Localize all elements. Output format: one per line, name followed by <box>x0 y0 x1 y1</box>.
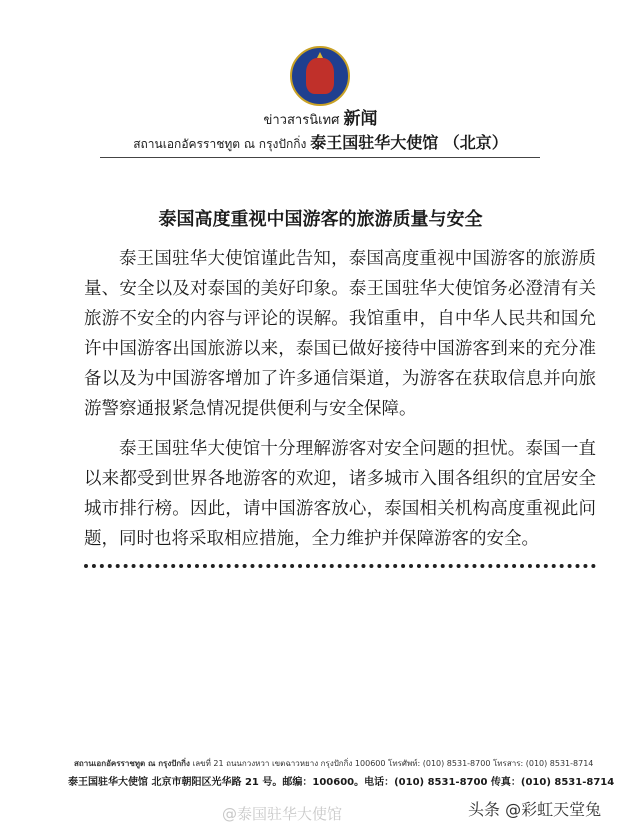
header-divider <box>100 157 540 158</box>
header-cn-embassy: 泰王国驻华大使馆 （北京） <box>310 133 508 152</box>
header-thai-news: ข่าวสารนิเทศ <box>263 113 340 128</box>
document-title: 泰国高度重视中国游客的旅游质量与安全 <box>158 209 483 230</box>
header-embassy <box>0 133 641 154</box>
source-tag: 头条 @彩虹天堂兔 <box>468 800 602 819</box>
paragraph-1: 泰王国驻华大使馆谨此告知，泰国高度重视中国游客的旅游质量、安全以及对泰国的美好印象。泰王国驻华大使馆务必澄清有关旅游不安全的内容与评论的误解。我馆重申，自中华人民共和国允许中国游客出国旅游以来，泰国已做好接待中国游客到来的充分准备以及为中国游客增加了许多通信渠道，为游客在获取信息并向旅游警察通报紧急情况提供便利与安全保障。 <box>84 249 596 419</box>
footer-cn-address: 泰王国驻华大使馆 北京市朝阳区光华路 21 号。邮编：100600。电话：(010) 8531-8700 传真：(010) 8531-8714 <box>68 777 615 788</box>
header-cn-news: 新闻 <box>343 109 378 129</box>
weibo-watermark: @泰国驻华大使馆 <box>222 805 343 823</box>
dotted-divider <box>84 564 596 568</box>
paragraph-2: 泰王国驻华大使馆十分理解游客对安全问题的担忧。泰国一直以来都受到世界各地游客的欢迎，诸多城市入围各组织的宜居安全城市排行榜。因此，请中国游客放心，泰国相关机构高度重视此问题，同时也将采取相应措施，全力维护并保障游客的安全。 <box>84 439 596 549</box>
footer-thai-address: เลขที่ 21 ถนนกวงหวา เขตฉาวหยาง กรุงปักกิ่ง 100600 โทรศัพท์: (010) 8531-8700 โทรสาร: (010) 8531-8714 <box>192 759 594 768</box>
document-body <box>84 244 596 568</box>
footer-thai-embassy: สถานเอกอัครราชทูต ณ กรุงปักกิ่ง <box>74 759 190 768</box>
embassy-emblem <box>290 46 350 106</box>
header-thai-embassy: สถานเอกอัครราชทูต ณ กรุงปักกิ่ง <box>133 137 307 151</box>
garuda-icon <box>306 58 334 94</box>
header-news <box>0 108 641 132</box>
footer-thai <box>74 758 593 770</box>
